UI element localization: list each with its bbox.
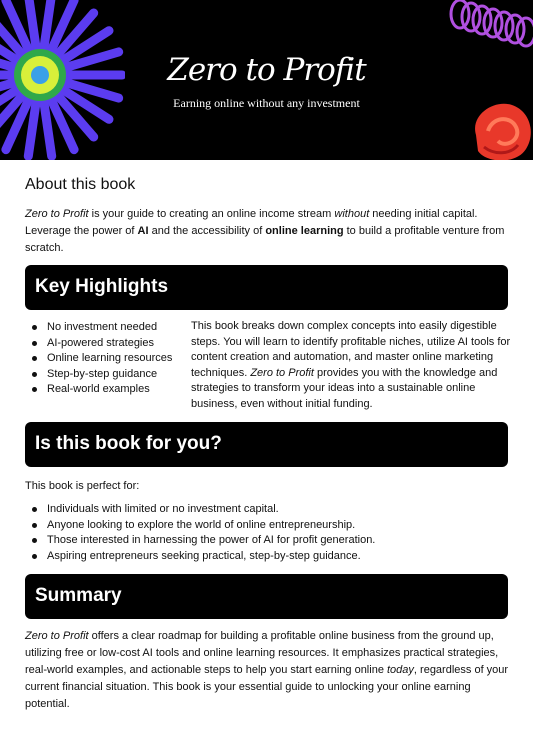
list-item: Real-world examples — [25, 382, 190, 398]
highlights-text: provides you with the knowledge and strategies to transform your ideas into a sustainable online business, even without initial funding. — [191, 366, 498, 410]
summary-paragraph — [25, 628, 510, 713]
summary-emphasis: today — [387, 664, 414, 676]
about-paragraph — [25, 206, 510, 257]
about-heading: About this book — [25, 176, 136, 193]
summary-text: , regardless of your current financial situation. This book is your essential guide to unlocking your online earning potential. — [25, 664, 509, 710]
audience-band — [25, 422, 508, 467]
list-item: Anyone looking to explore the world of online entrepreneurship. — [25, 518, 510, 534]
summary-book-title: Zero to Profit — [25, 630, 89, 642]
spiral-loops — [451, 0, 533, 46]
about-text: and the accessibility of — [148, 225, 266, 237]
about-ai-bold: AI — [137, 225, 149, 237]
about-book-title: Zero to Profit — [25, 208, 89, 220]
list-item: Individuals with limited or no investment capital. — [25, 502, 510, 518]
audience-list — [25, 502, 510, 564]
about-text: to build a profitable venture from scratch. — [25, 225, 505, 254]
list-item: No investment needed — [25, 320, 190, 336]
audience-intro: This book is perfect for: — [25, 480, 140, 492]
about-emphasis: without — [334, 208, 370, 220]
about-text: is your guide to creating an online income stream — [88, 208, 335, 220]
summary-heading: Summary — [35, 585, 122, 606]
spiral-illustration — [448, 0, 533, 52]
list-item: Aspiring entrepreneurs seeking practical, step-by-step guidance. — [25, 549, 510, 565]
summary-band — [25, 574, 508, 619]
list-item: Those interested in harnessing the power of AI for profit generation. — [25, 533, 510, 549]
highlights-book-title: Zero to Profit — [250, 366, 314, 379]
highlights-list — [25, 320, 190, 398]
hero-banner — [0, 0, 533, 160]
highlights-text: This book breaks down complex concepts into easily digestible steps. You will learn to identify profitable niches, utilize AI tools for content creation and automation, and master online marketing techniques. — [191, 320, 511, 379]
key-highlights-band — [25, 265, 508, 310]
audience-heading: Is this book for you? — [35, 433, 222, 454]
book-subtitle: Earning online without any investment — [173, 96, 360, 110]
summary-text: offers a clear roadmap for building a profitable online business from the ground up, utilizing free or low-cost AI tools and online learning resources. It emphasizes practical strategies, real-world examples, and actionable steps to help you start earning online — [25, 630, 499, 676]
list-item: Step-by-step guidance — [25, 367, 190, 383]
key-highlights-heading: Key Highlights — [35, 276, 169, 297]
about-text: needing initial capital. Leverage the power of — [25, 208, 478, 237]
list-item: Online learning resources — [25, 351, 190, 367]
about-online-learning-bold: online learning — [265, 225, 344, 237]
book-title: Zero to Profit — [167, 52, 366, 88]
list-item: AI-powered strategies — [25, 336, 190, 352]
highlights-description — [191, 319, 511, 412]
